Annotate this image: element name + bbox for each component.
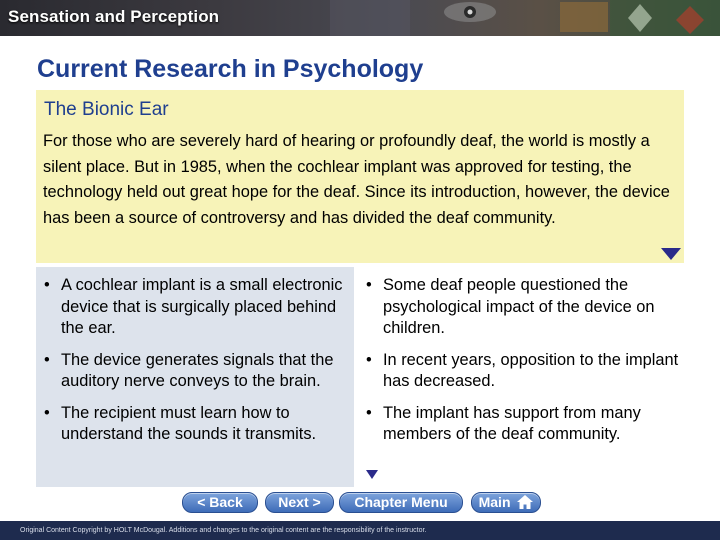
list-item [44, 275, 349, 340]
list-item [366, 403, 696, 446]
bullet-dot: • [44, 350, 50, 369]
bullet-text: A cochlear implant is a small electronic device that is surgically placed behind the ear. [61, 276, 343, 337]
bullet-text: Some deaf people questioned the psychological impact of the device on children. [383, 276, 655, 337]
bullet-text: The recipient must learn how to understand the sounds it transmits. [61, 403, 317, 443]
section-subtitle: The Bionic Ear [44, 99, 169, 120]
bullet-text: In recent years, opposition to the implant has decreased. [383, 350, 679, 390]
chapter-menu-button[interactable]: Chapter Menu [339, 492, 463, 513]
list-item [366, 275, 696, 340]
left-bullet-list [44, 275, 349, 456]
main-button-label: Main [478, 494, 511, 510]
header-banner [0, 0, 720, 36]
right-bullet-panel [366, 275, 696, 456]
bullet-dot: • [366, 276, 372, 294]
page-title: Current Research in Psychology [37, 55, 424, 83]
intro-paragraph: For those who are severely hard of hearing or profoundly deaf, the world is mostly a silent place. But in 1985, when the cochlear implant was approved for testing, the technology held out great hope for the deaf. Since its introduction, however, the device has been a source of controversy and has divided the deaf community. [43, 132, 670, 227]
bullet-text: The device generates signals that the auditory nerve conveys to the brain. [61, 350, 334, 390]
back-button[interactable]: < Back [182, 492, 258, 513]
advance-triangle-icon[interactable] [661, 248, 681, 260]
bullet-dot: • [44, 403, 50, 422]
bullet-dot: • [366, 403, 372, 422]
next-button[interactable]: Next > [265, 492, 334, 513]
main-button[interactable] [471, 492, 541, 513]
list-item [44, 350, 349, 393]
intro-box [36, 90, 684, 263]
list-item [366, 350, 696, 393]
list-item [44, 403, 349, 446]
copyright-text: Original Content Copyright by HOLT McDougal. Additions and changes to the original content are the responsibility of the instructor. [20, 527, 427, 534]
home-icon [517, 495, 533, 509]
bullet-dot: • [366, 350, 372, 369]
left-bullet-panel [36, 267, 354, 487]
right-bullet-list [366, 275, 696, 446]
bullet-dot: • [44, 276, 50, 294]
bullet-text: The implant has support from many members of the deaf community. [383, 403, 641, 443]
header-title: Sensation and Perception [8, 7, 220, 26]
advance-small-triangle-icon[interactable] [366, 470, 378, 479]
footer-bar [0, 521, 720, 540]
